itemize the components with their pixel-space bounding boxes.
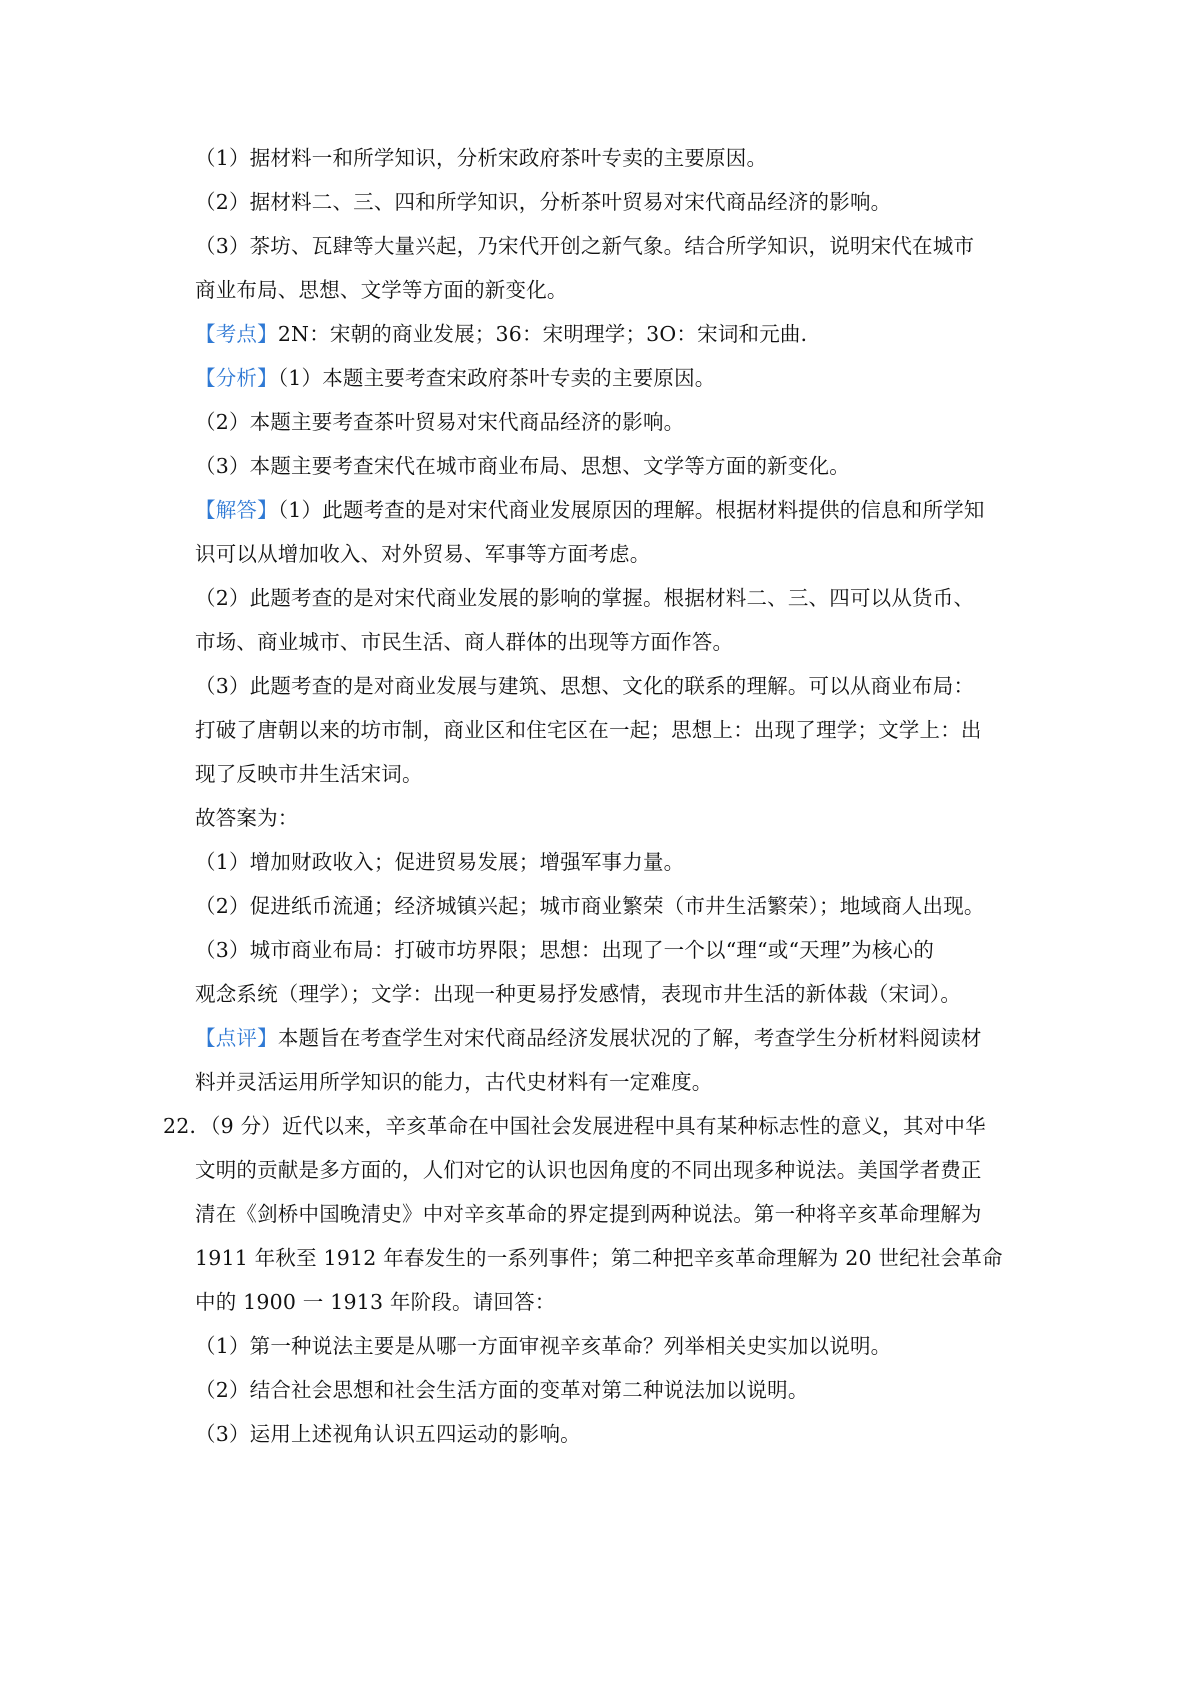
question-22-number: 22． [163,1114,211,1138]
question-22-line-3: 清在《剑桥中国晚清史》中对辛亥革命的界定提到两种说法。第一种将辛亥革命理解为 [195,1202,982,1226]
dianping-section [195,1025,982,1051]
answer-2: （2）促进纸币流通；经济城镇兴起；城市商业繁荣（市井生活繁荣）；地域商人出现。 [195,894,985,918]
question-22-line-4: 1911 年秋至 1912 年春发生的一系列事件；第二种把辛亥革命理解为 20 世纪社会革命 [195,1246,1003,1270]
answer-3: （3）城市商业布局：打破市坊界限；思想：出现了一个以“理“或“天理”为核心的 [195,938,935,962]
question-22-line-5: 中的 1900 一 1913 年阶段。请回答： [195,1290,556,1314]
fenxi-tag: 【分析】 [195,366,278,390]
question-22 [163,1113,986,1139]
fenxi-section [195,365,716,391]
jieda-section [195,497,985,523]
jieda-line-1: （1）此题考查的是对宋代商业发展原因的理解。根据材料提供的信息和所学知 [277,498,985,522]
jieda-line-6: 打破了唐朝以来的坊市制，商业区和住宅区在一起；思想上：出现了理学；文学上：出 [195,718,982,742]
question-22-line-2: 文明的贡献是多方面的，人们对它的认识也因角度的不同出现多种说法。美国学者费正 [195,1158,982,1182]
fenxi-line-2: （2）本题主要考查茶叶贸易对宋代商品经济的影响。 [195,410,685,434]
kaodian-tag: 【考点】 [195,322,278,346]
fenxi-line-3: （3）本题主要考查宋代在城市商业布局、思想、文学等方面的新变化。 [195,454,850,478]
q21-question-3: （3）茶坊、瓦肆等大量兴起，乃宋代开创之新气象。结合所学知识，说明宋代在城市 [195,234,975,258]
dianping-line-2: 料并灵活运用所学知识的能力，古代史材料有一定难度。 [195,1070,713,1094]
dianping-line-1: 本题旨在考查学生对宋代商品经济发展状况的了解，考查学生分析材料阅读材 [277,1026,982,1050]
fenxi-line-1: （1）本题主要考查宋政府茶叶专卖的主要原因。 [277,366,716,390]
dianping-tag: 【点评】 [195,1026,278,1050]
question-22-line-1: （9 分）近代以来，辛亥革命在中国社会发展进程中具有某种标志性的意义，其对中华 [210,1114,986,1138]
jieda-line-7: 现了反映市井生活宋词。 [195,762,423,786]
answer-1: （1）增加财政收入；促进贸易发展；增强军事力量。 [195,850,685,874]
q21-question-1: （1）据材料一和所学知识，分析宋政府茶叶专卖的主要原因。 [195,146,768,170]
jieda-line-3: （2）此题考查的是对宋代商业发展的影响的掌握。根据材料二、三、四可以从货币、 [195,586,975,610]
jieda-line-2: 识可以从增加收入、对外贸易、军事等方面考虑。 [195,542,651,566]
q21-question-2: （2）据材料二、三、四和所学知识，分析茶叶贸易对宋代商品经济的影响。 [195,190,892,214]
jieda-line-5: （3）此题考查的是对商业发展与建筑、思想、文化的联系的理解。可以从商业布局： [195,674,975,698]
jieda-tag: 【解答】 [195,498,278,522]
jieda-line-4: 市场、商业城市、市民生活、商人群体的出现等方面作答。 [195,630,734,654]
answer-3-cont: 观念系统（理学）；文学：出现一种更易抒发感情，表现市井生活的新体裁（宋词）。 [195,982,962,1006]
answer-intro: 故答案为： [195,806,299,830]
question-22-sub-1: （1）第一种说法主要是从哪一方面审视辛亥革命？列举相关史实加以说明。 [195,1334,892,1358]
question-22-sub-3: （3）运用上述视角认识五四运动的影响。 [195,1422,581,1446]
question-22-sub-2: （2）结合社会思想和社会生活方面的变革对第二种说法加以说明。 [195,1378,809,1402]
q21-question-3-cont: 商业布局、思想、文学等方面的新变化。 [195,278,568,302]
kaodian-text: 2N：宋朝的商业发展；36：宋明理学；3O：宋词和元曲． [277,322,822,346]
kaodian-section [195,321,821,347]
